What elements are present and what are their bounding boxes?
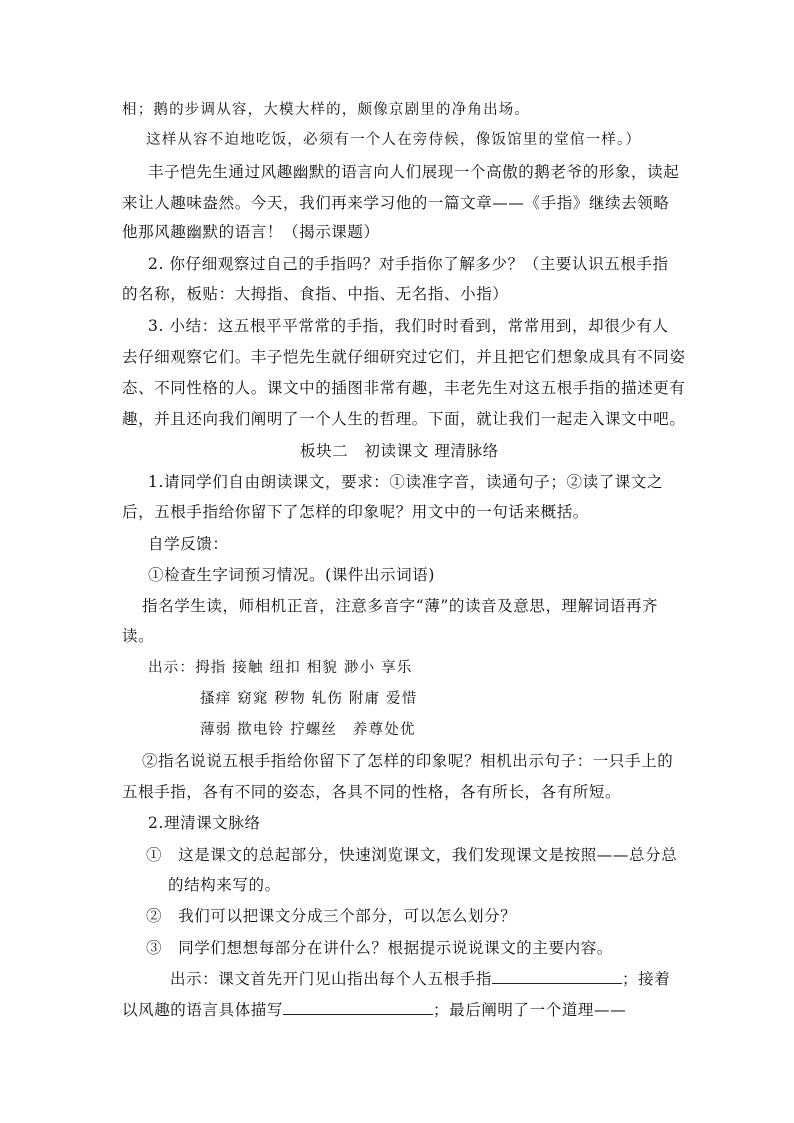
text-line: ①检查生字词预习情况。(课件出示词语): [148, 566, 435, 584]
list-item: ② 我们可以把课文分成三个部分，可以怎么划分？: [146, 907, 517, 925]
vocab-row: 搔痒 窈窕 秽物 轧伤 附庸 爱惜: [200, 691, 418, 707]
text-line: 的名称，板贴：大拇指、食指、中指、无名指、小指）: [122, 285, 509, 303]
list-item: ① 这是课文的总起部分，快速浏览课文，我们发现课文是按照——总分总: [146, 846, 678, 864]
text-line: 去仔细观察它们。丰子恺先生就仔细研究过它们，并且把它们想象成具有不同姿: [122, 348, 686, 366]
vocab-row: 薄弱 揿电铃 拧螺丝 养尊处优: [200, 722, 416, 738]
text-line: 相；鹅的步调从容，大模大样的，颇像京剧里的净角出场。: [122, 102, 531, 118]
text-segment: ；最后阐明了一个道理——: [433, 1001, 627, 1019]
answer-blank[interactable]: [283, 1000, 433, 1015]
fill-in-line: [170, 969, 670, 989]
text-line: 丰子恺先生通过风趣幽默的语言向人们展现一个高傲的鹅老爷的形象，读起: [148, 163, 680, 181]
text-line: 读。: [122, 627, 155, 645]
text-line: 态、不同性格的人。课文中的插图非常有趣，丰老先生对这五根手指的描述更有: [122, 379, 686, 397]
text-line: 趣，并且还向我们阐明了一个人生的哲理。下面，就让我们一起走入课文中吧。: [122, 410, 686, 428]
text-line: 3. 小结：这五根平平常常的手指，我们时时看到，常常用到，却很少有人: [148, 317, 669, 335]
text-segment: 出示：课文首先开门见山指出每个人五根手指: [170, 970, 493, 988]
text-line: 他那风趣幽默的语言！（揭示课题）: [122, 223, 380, 241]
text-line: 1.请同学们自由朗读课文，要求：①读准字音，读通句子；②读了课文之: [148, 473, 664, 491]
text-line: 2. 你仔细观察过自己的手指吗？对手指你了解多少？（主要认识五根手指: [148, 255, 669, 273]
section-heading: 板块二 初读课文 理清脉络: [300, 442, 499, 460]
text-line: 2.理清课文脉络: [148, 814, 261, 832]
answer-blank[interactable]: [492, 969, 622, 984]
text-line: 的结构来写的。: [168, 876, 281, 894]
text-line: 后，五根手指给你留下了怎样的印象呢？用文中的一句话来概括。: [122, 503, 589, 521]
list-item: ③ 同学们想想每部分在讲什么？根据提示说说课文的主要内容。: [146, 939, 613, 957]
vocab-row: 出示：拇指 接触 纽扣 相貌 渺小 享乐: [148, 660, 413, 676]
text-line: ②指名说说五根手指给你留下了怎样的印象呢？相机出示句子：一只手上的: [142, 752, 674, 770]
text-line: 这样从容不迫地吃饭，必须有一个人在旁侍候，像饭馆里的堂倌一样。）: [146, 132, 642, 148]
text-line: 自学反馈：: [148, 535, 229, 553]
text-line: 来让人趣味盎然。今天，我们再来学习他的一篇文章——《手指》继续去领略: [122, 194, 670, 212]
text-segment: 以风趣的语言具体描写: [122, 1001, 284, 1019]
text-line: 指名学生读，师相机正音，注意多音字“薄”的读音及意思，理解词语再齐: [142, 597, 659, 615]
fill-in-line: [122, 1000, 626, 1020]
text-segment: ；接着: [622, 970, 671, 988]
text-line: 五根手指，各有不同的姿态，各具不同的性格，各有所长，各有所短。: [122, 783, 622, 801]
